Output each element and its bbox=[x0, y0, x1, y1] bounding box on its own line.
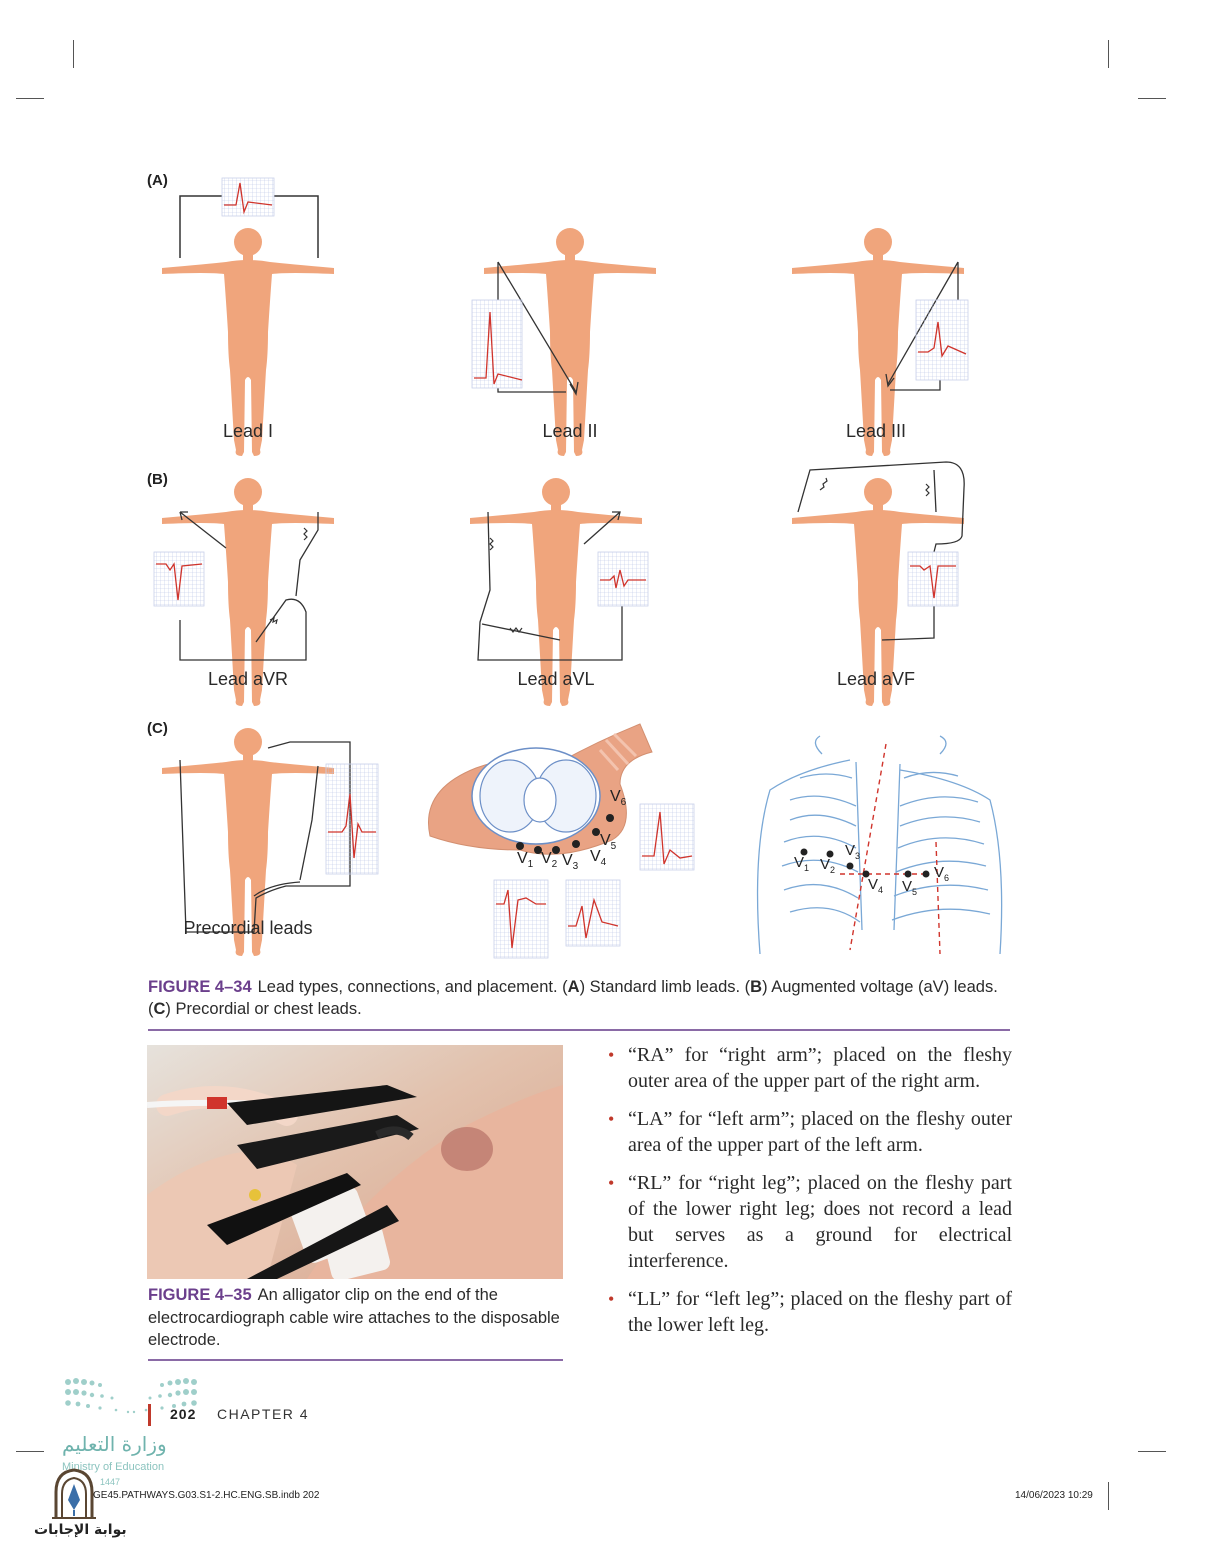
precordial-leads-label: Precordial leads bbox=[183, 918, 313, 938]
v4-label: $V_4$ bbox=[590, 848, 607, 869]
page-number: 202 bbox=[170, 1406, 197, 1422]
figure-4-34-number: FIGURE 4–34 bbox=[148, 978, 252, 996]
crop-mark bbox=[1108, 1482, 1109, 1510]
ministry-year: 1447 bbox=[100, 1477, 121, 1487]
lead-iii-label: Lead III bbox=[845, 421, 907, 441]
footer-accent-bar bbox=[148, 1404, 151, 1426]
list-item: • “LL” for “left leg”; placed on the fleshy part of the lower left leg. bbox=[608, 1286, 1012, 1338]
caption-rule bbox=[148, 1029, 1010, 1031]
figure-4-34-caption: FIGURE 4–34 Lead types, connections, and placement. (A) Standard limb leads. (B) Augmented voltage (aV) leads. (C) Precordial or chest leads. bbox=[148, 978, 998, 1018]
rib-v2-label: $V_2$ bbox=[820, 856, 836, 875]
rib-v6-label: $V_6$ bbox=[934, 864, 950, 883]
lead-i-figure bbox=[162, 178, 334, 456]
rib-v3-label: $V_3$ bbox=[845, 842, 861, 861]
list-item: • “RL” for “right leg”; placed on the fleshy part of the lower right leg; does not record a lead but serves as a ground for electrical interference. bbox=[608, 1170, 1012, 1274]
list-item: • “RA” for “right arm”; placed on the fleshy outer area of the upper part of the right arm. bbox=[608, 1042, 1012, 1094]
axillary-line bbox=[936, 842, 940, 954]
lead-ii-label: Lead II bbox=[542, 421, 598, 441]
chapter-label: CHAPTER 4 bbox=[217, 1406, 310, 1422]
figure-4-35-caption: FIGURE 4–35 An alligator clip on the end of the electrocardiograph cable wire attaches to the disposable electrode. bbox=[148, 1286, 560, 1349]
rib-cage bbox=[758, 736, 1002, 954]
panel-c-label: (C) bbox=[147, 720, 168, 737]
rib-v5-label: $V_5$ bbox=[902, 878, 918, 897]
print-date: 14/06/2023 10:29 bbox=[1015, 1490, 1093, 1501]
crop-mark bbox=[16, 1451, 44, 1452]
panel-b-label: (B) bbox=[147, 471, 168, 488]
v6-label: $V_6$ bbox=[610, 788, 627, 809]
alligator-clip-photo bbox=[147, 1045, 563, 1279]
rib-v1-label: $V_1$ bbox=[794, 854, 810, 873]
lead-avf-label: Lead aVF bbox=[836, 669, 916, 689]
v3-label: $V_3$ bbox=[562, 852, 579, 873]
lead-avr-label: Lead aVR bbox=[207, 669, 289, 689]
site-name: بوابة الإجابات bbox=[34, 1522, 127, 1538]
ministry-english-name: Ministry of Education bbox=[62, 1461, 165, 1473]
caption-rule-2 bbox=[148, 1359, 563, 1361]
panel-a-label: (A) bbox=[147, 172, 168, 189]
electrode-placement-list bbox=[608, 1042, 1012, 1350]
lead-i-label: Lead I bbox=[222, 421, 274, 441]
rib-v4-label: $V_4$ bbox=[868, 876, 884, 895]
crop-mark bbox=[1138, 1451, 1166, 1452]
v5-label: $V_5$ bbox=[600, 832, 617, 853]
lead-avl-label: Lead aVL bbox=[517, 669, 595, 689]
v2-label: $V_2$ bbox=[541, 850, 558, 871]
ministry-arabic-name: وزارة التعليم bbox=[62, 1432, 167, 1456]
figure-4-35-number: FIGURE 4–35 bbox=[148, 1286, 252, 1304]
site-logo-icon bbox=[50, 1466, 98, 1520]
list-item: • “LA” for “left arm”; placed on the fleshy outer area of the upper part of the left arm. bbox=[608, 1106, 1012, 1158]
v1-label: $V_1$ bbox=[517, 850, 534, 871]
print-slug: GE45.PATHWAYS.G03.S1-2.HC.ENG.SB.indb 202 bbox=[93, 1490, 320, 1501]
